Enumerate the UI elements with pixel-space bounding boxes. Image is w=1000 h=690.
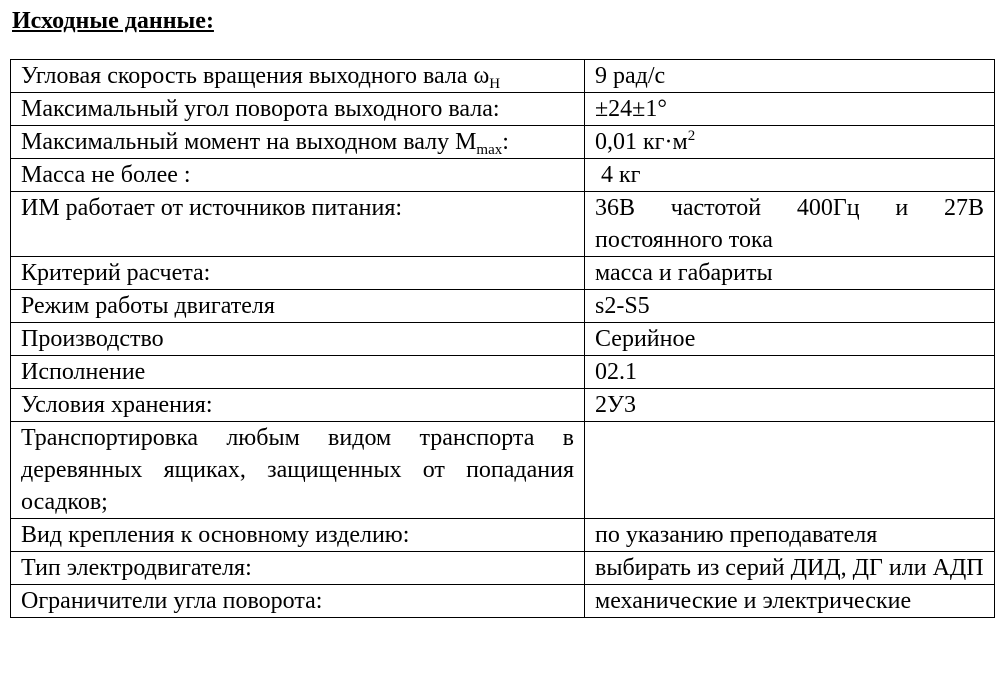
row-label: Условия хранения: — [11, 389, 585, 422]
row-value: Серийное — [585, 323, 995, 356]
row-value — [585, 159, 995, 192]
row-value: 9 рад/с — [585, 60, 995, 93]
label-tail: : — [502, 129, 509, 155]
row-label — [11, 126, 585, 159]
parameters-table — [10, 59, 995, 618]
row-label: Критерий расчета: — [11, 257, 585, 290]
row-value: масса и габариты — [585, 257, 995, 290]
table-row — [11, 257, 995, 290]
row-value: 2У3 — [585, 389, 995, 422]
label-text: Максимальный момент на выходном валу M — [21, 129, 477, 155]
table-row — [11, 389, 995, 422]
row-value — [585, 126, 995, 159]
value-text: 4 кг — [601, 162, 641, 188]
row-value: 02.1 — [585, 356, 995, 389]
table-row — [11, 356, 995, 389]
row-label: Производство — [11, 323, 585, 356]
table-row — [11, 519, 995, 552]
table-row — [11, 192, 995, 257]
row-label: Масса не более : — [11, 159, 585, 192]
label-subscript: max — [476, 142, 503, 158]
table-row — [11, 585, 995, 618]
row-label: Тип электродвигателя: — [11, 552, 585, 585]
row-label: Транспортировка любым видом транспорта в деревянных ящиках, защищенных от попадания осадков; — [11, 422, 585, 519]
value-text: 0,01 кг·м — [595, 129, 688, 155]
table-row — [11, 159, 995, 192]
row-value: по указанию преподавателя — [585, 519, 995, 552]
table-row — [11, 323, 995, 356]
row-label: Режим работы двигателя — [11, 290, 585, 323]
row-value: 36В частотой 400Гц и 27В постоянного тока — [585, 192, 995, 257]
row-value: выбирать из серий ДИД, ДГ или АДП — [585, 552, 995, 585]
row-label: Ограничители угла поворота: — [11, 585, 585, 618]
label-text: Угловая скорость вращения выходного вала ω — [21, 63, 490, 89]
table-row — [11, 126, 995, 159]
row-value: ±24±1° — [585, 93, 995, 126]
row-label: Исполнение — [11, 356, 585, 389]
row-label: ИМ работает от источников питания: — [11, 192, 585, 257]
row-label: Максимальный угол поворота выходного вала: — [11, 93, 585, 126]
table-row — [11, 93, 995, 126]
page-title: Исходные данные: — [12, 8, 214, 34]
table-row — [11, 290, 995, 323]
row-label: Вид крепления к основному изделию: — [11, 519, 585, 552]
row-value — [585, 422, 995, 519]
table-row — [11, 552, 995, 585]
label-subscript: Н — [489, 76, 501, 92]
table-row — [11, 422, 995, 519]
row-value: s2-S5 — [585, 290, 995, 323]
table-row — [11, 60, 995, 93]
row-label — [11, 60, 585, 93]
row-value: механические и электрические — [585, 585, 995, 618]
value-superscript: 2 — [687, 128, 696, 144]
